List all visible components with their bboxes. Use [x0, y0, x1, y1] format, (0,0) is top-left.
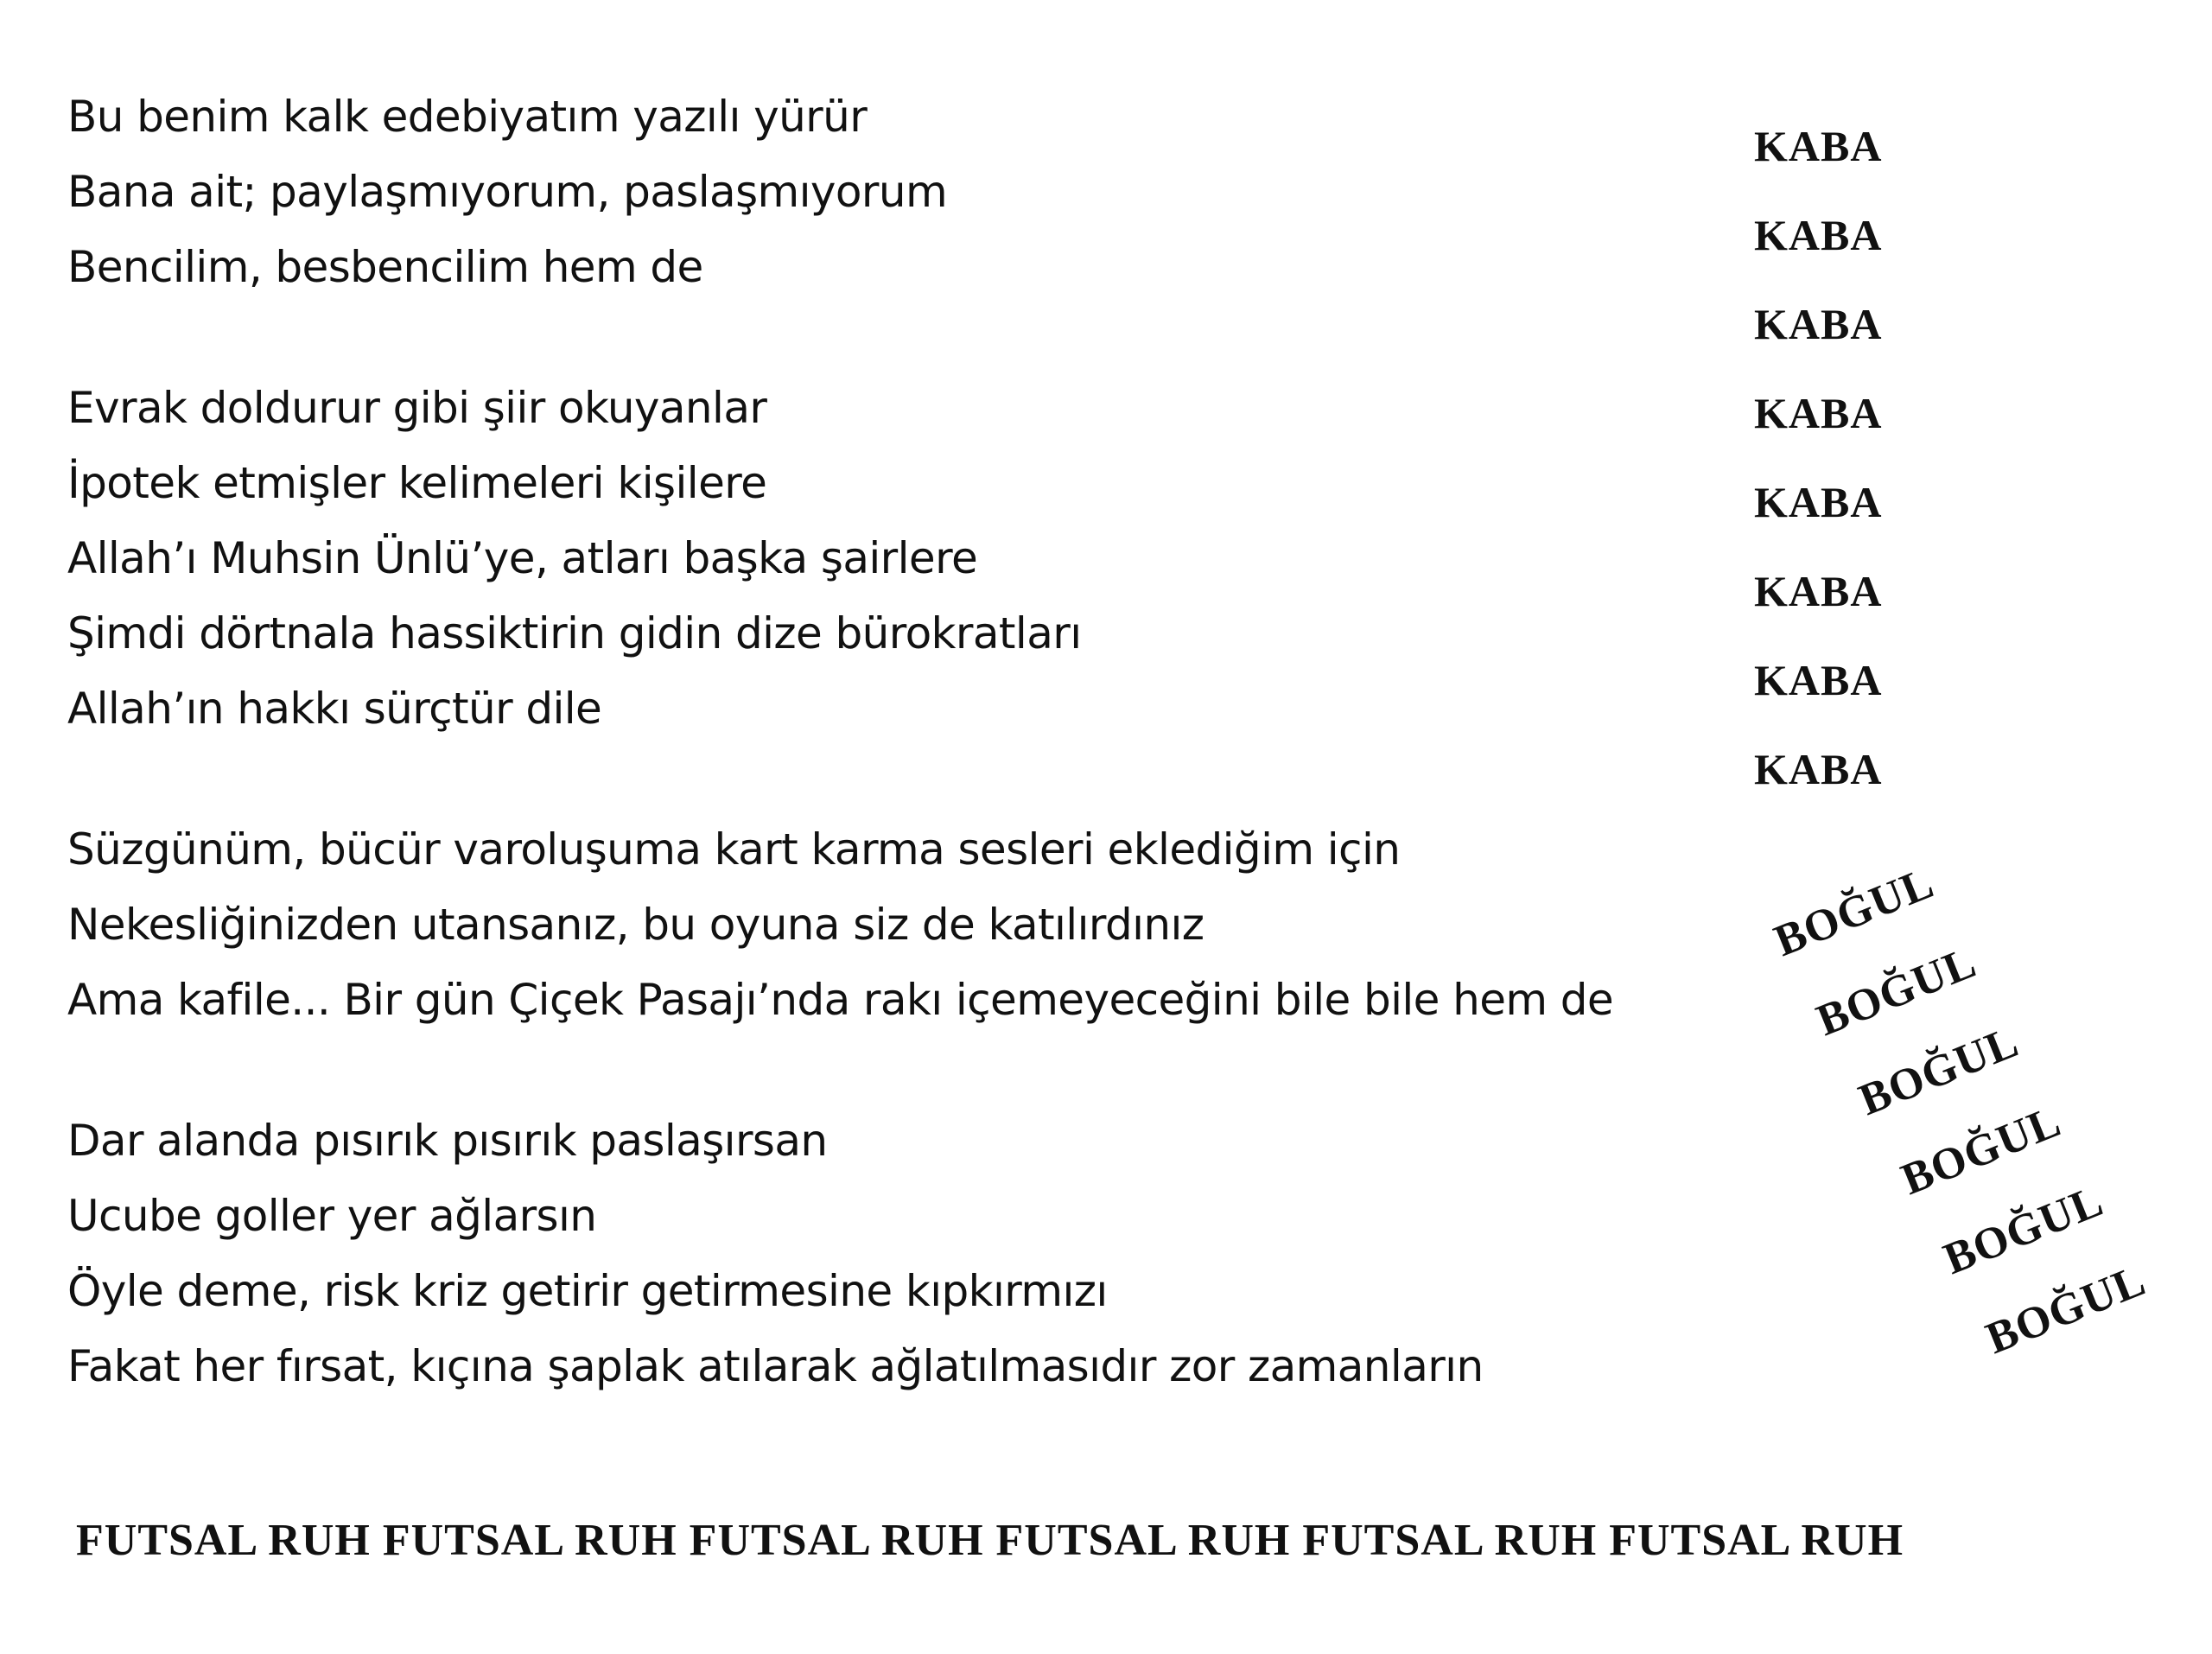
stanza-2	[67, 371, 1666, 747]
poem-line: Allah’ın hakkı sürçtür dile	[67, 684, 602, 734]
poem-line: Bu benim kalk edebiyatım yazılı yürür	[67, 92, 868, 142]
poem-line: Bana ait; paylaşmıyorum, paslaşmıyorum	[67, 167, 948, 217]
bogul-word: BOĞUL	[1767, 858, 1942, 967]
bogul-word: BOĞUL	[1852, 1017, 2026, 1126]
kaba-word: KABA	[1754, 300, 1883, 348]
bogul-word: BOĞUL	[1894, 1097, 2069, 1206]
kaba-word: KABA	[1754, 745, 1883, 793]
poem-body	[67, 80, 1666, 1470]
kaba-word: KABA	[1754, 567, 1883, 615]
bogul-word: BOĞUL	[1809, 938, 1984, 1046]
bogul-word: BOĞUL	[1979, 1256, 2153, 1365]
poem-line: İpotek etmişler kelimeleri kişilere	[67, 458, 767, 508]
poem-line: Öyle deme, risk kriz getirir getirmesine kıpkırmızı	[67, 1266, 1108, 1316]
kaba-word: KABA	[1754, 122, 1883, 170]
kaba-word: KABA	[1754, 478, 1883, 526]
poem-line: Süzgünüm, bücür varoluşuma kart karma sesleri eklediğim için	[67, 824, 1401, 875]
stanza-1	[67, 80, 1666, 305]
poem-line: Evrak doldurur gibi şiir okuyanlar	[67, 383, 767, 433]
kaba-word: KABA	[1754, 389, 1883, 437]
footer-banner: FUTSAL RUH FUTSAL RUH FUTSAL RUH FUTSAL RUH FUTSAL RUH FUTSAL RUH	[76, 1516, 1904, 1565]
poem-line: Allah’ı Muhsin Ünlü’ye, atları başka şairlere	[67, 533, 978, 583]
poem-line: Ucube goller yer ağlarsın	[67, 1191, 597, 1241]
bogul-word: BOĞUL	[1936, 1176, 2111, 1285]
poem-line: Dar alanda pısırık pısırık paslaşırsan	[67, 1116, 828, 1166]
poem-line: Ama kafile... Bir gün Çiçek Pasajı’nda rakı içemeyeceğini bile bile hem de	[67, 975, 1614, 1025]
stanza-4	[67, 1104, 1666, 1404]
poem-line: Nekesliğinizden utansanız, bu oyuna siz de katılırdınız	[67, 900, 1205, 950]
kaba-column	[1754, 102, 1927, 814]
kaba-word: KABA	[1754, 656, 1883, 704]
kaba-word: KABA	[1754, 211, 1883, 259]
stanza-3	[67, 812, 1666, 1038]
poem-line: Şimdi dörtnala hassiktirin gidin dize bürokratları	[67, 608, 1082, 658]
poem-line: Fakat her fırsat, kıçına şaplak atılarak ağlatılmasıdır zor zamanların	[67, 1341, 1484, 1391]
poem-line: Bencilim, besbencilim hem de	[67, 242, 703, 292]
